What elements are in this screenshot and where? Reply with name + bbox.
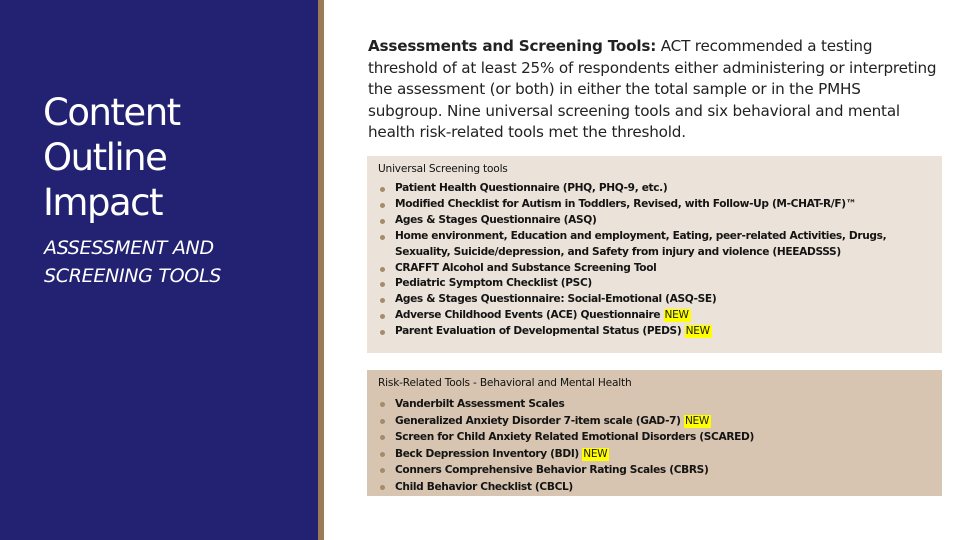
tool-name: Screen for Child Anxiety Related Emotional Disorders (SCARED) — [395, 431, 754, 443]
tool-name: Generalized Anxiety Disorder 7-item scale (GAD-7) — [395, 414, 684, 427]
title-line: Impact — [43, 181, 162, 224]
slide-title — [43, 90, 303, 225]
bullet-icon — [380, 402, 385, 407]
list-item — [378, 197, 932, 213]
intro-paragraph — [368, 36, 938, 144]
list-item — [378, 324, 932, 340]
bullet-icon — [380, 282, 385, 287]
accent-divider — [318, 0, 324, 540]
slide-subtitle — [44, 234, 314, 290]
title-line: Outline — [43, 136, 167, 179]
tool-name: Vanderbilt Assessment Scales — [395, 398, 565, 410]
list-item — [378, 462, 932, 479]
title-line: Content — [43, 91, 180, 134]
bullet-icon — [380, 187, 385, 192]
tool-name: Beck Depression Inventory (BDI) — [395, 447, 583, 460]
bullet-icon — [380, 452, 385, 457]
list-item — [378, 308, 932, 324]
tool-name: Pediatric Symptom Checklist (PSC) — [395, 277, 592, 290]
tool-name: CRAFFT Alcohol and Substance Screening Tool — [395, 261, 657, 274]
list-item — [378, 479, 932, 496]
tool-name: Patient Health Questionnaire (PHQ, PHQ-9, etc.) — [395, 182, 668, 194]
list-item — [378, 446, 932, 463]
list-item — [378, 396, 932, 413]
tool-name: Ages & Stages Questionnaire (ASQ) — [395, 213, 597, 226]
tool-name: Conners Comprehensive Behavior Rating Scales (CBRS) — [395, 464, 709, 476]
bullet-icon — [380, 435, 385, 440]
tool-name: Adverse Childhood Events (ACE) Questionnaire — [395, 309, 664, 322]
bullet-icon — [380, 235, 385, 240]
new-badge: NEW — [685, 325, 710, 338]
tool-name: Parent Evaluation of Developmental Status (PEDS) — [395, 325, 685, 338]
universal-screening-box — [367, 156, 942, 353]
subtitle-line: SCREENING TOOLS — [44, 265, 221, 287]
intro-body: ACT recommended a testing threshold of at least 25% of respondents either administering or interpreting the assessment (or both) in either the total sample or in the PMHS subgroup. Nine universal screening tools and six behavioral and mental health risk-related tools met the threshold. — [368, 37, 937, 141]
risk-tool-list — [378, 396, 932, 495]
list-item — [378, 229, 932, 261]
list-item — [378, 413, 932, 430]
bullet-icon — [380, 203, 385, 208]
new-badge: NEW — [664, 309, 689, 322]
bullet-icon — [380, 219, 385, 224]
list-item — [378, 429, 932, 446]
bullet-icon — [380, 314, 385, 319]
list-item — [378, 181, 932, 197]
universal-screening-heading: Universal Screening tools — [378, 163, 508, 175]
bullet-icon — [380, 468, 385, 473]
tool-name: Home environment, Education and employment, Eating, peer-related Activities, Drugs, Sexuality, Suicide/depression, and Safety from injury and violence (HEEADSSS) — [395, 229, 887, 258]
new-badge: NEW — [684, 414, 710, 427]
list-item — [378, 276, 932, 292]
risk-related-heading: Risk-Related Tools - Behavioral and Mental Health — [378, 377, 632, 389]
risk-related-tools-box — [367, 370, 942, 496]
bullet-icon — [380, 485, 385, 490]
bullet-icon — [380, 267, 385, 272]
bullet-icon — [380, 298, 385, 303]
new-badge: NEW — [583, 447, 608, 460]
universal-tool-list — [378, 181, 932, 340]
list-item — [378, 261, 932, 277]
bullet-icon — [380, 419, 385, 424]
tool-name: Modified Checklist for Autism in Toddlers, Revised, with Follow-Up (M-CHAT-R/F)™ — [395, 197, 856, 210]
tool-name: Ages & Stages Questionnaire: Social-Emotional (ASQ-SE) — [395, 293, 717, 306]
bullet-icon — [380, 330, 385, 335]
intro-lead: Assessments and Screening Tools: — [368, 37, 657, 55]
list-item — [378, 213, 932, 229]
list-item — [378, 292, 932, 308]
subtitle-line: ASSESSMENT AND — [44, 237, 214, 259]
tool-name: Child Behavior Checklist (CBCL) — [395, 480, 573, 493]
